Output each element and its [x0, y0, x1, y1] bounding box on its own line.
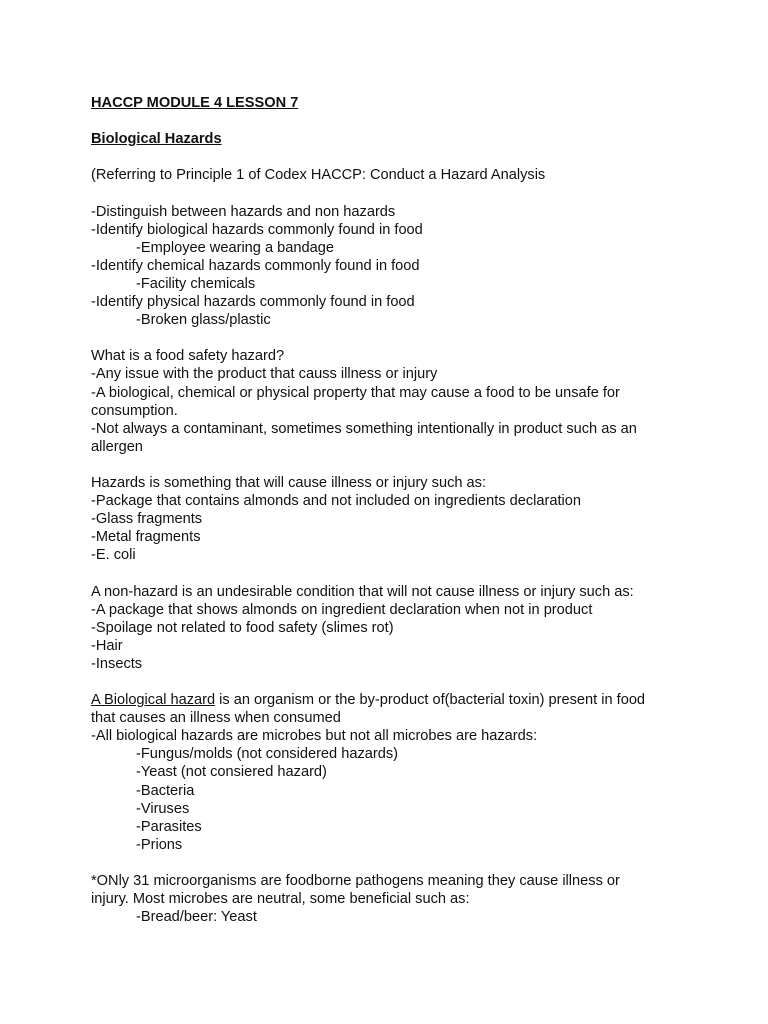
- hazard-item: -Package that contains almonds and not included on ingredients declaration: [91, 493, 582, 510]
- objective-item: -Identify chemical hazards commonly found in food: [91, 257, 420, 274]
- note-line: injury. Most microbes are neutral, some beneficial such as:: [91, 891, 470, 908]
- microbe-item: -Prions: [136, 836, 183, 853]
- biological-definition-text: is an organism or the by-product of(bacterial toxin) present in food: [215, 692, 646, 709]
- definition-line: consumption.: [91, 402, 178, 419]
- definition-line: -Any issue with the product that causs illness or injury: [91, 366, 438, 383]
- definition-line: -A biological, chemical or physical property that may cause a food to be unsafe for: [91, 384, 620, 401]
- objective-subitem: -Facility chemicals: [136, 275, 256, 292]
- spacer: [91, 673, 708, 691]
- non-hazard-item: -Spoilage not related to food safety (slimes rot): [91, 619, 394, 636]
- definition-line: allergen: [91, 438, 143, 455]
- spacer: [91, 112, 708, 130]
- spacer: [91, 329, 708, 347]
- biological-statement: -All biological hazards are microbes but not all microbes are hazards:: [91, 728, 538, 745]
- spacer: [91, 854, 708, 872]
- spacer: [91, 564, 708, 582]
- objective-item: -Distinguish between hazards and non hazards: [91, 203, 396, 220]
- definition-line: -Not always a contaminant, sometimes something intentionally in product such as an: [91, 420, 637, 437]
- objective-item: -Identify biological hazards commonly found in food: [91, 221, 423, 238]
- non-hazards-intro: A non-hazard is an undesirable condition that will not cause illness or injury such as:: [91, 583, 634, 600]
- microbe-item: -Fungus/molds (not considered hazards): [136, 746, 399, 763]
- microbe-item: -Yeast (not consiered hazard): [136, 764, 327, 781]
- biological-hazard-term: A Biological hazard: [91, 692, 216, 709]
- intro-text: (Referring to Principle 1 of Codex HACCP: Conduct a Hazard Analysis: [91, 167, 546, 184]
- hazard-item: -Metal fragments: [91, 529, 201, 546]
- microbe-item: -Viruses: [136, 800, 190, 817]
- hazards-intro: Hazards is something that will cause illness or injury such as:: [91, 474, 487, 491]
- biological-definition-cont: that causes an illness when consumed: [91, 710, 341, 727]
- microbe-item: -Bacteria: [136, 782, 195, 799]
- biological-definition: [91, 691, 708, 709]
- note-line: *ONly 31 microorganisms are foodborne pathogens meaning they cause illness or: [91, 873, 620, 890]
- non-hazard-item: -Insects: [91, 655, 143, 672]
- microbe-item: -Parasites: [136, 818, 202, 835]
- section-heading: Biological Hazards: [91, 131, 222, 148]
- objective-item: -Identify physical hazards commonly found in food: [91, 294, 415, 311]
- hazard-item: -E. coli: [91, 547, 136, 564]
- spacer: [91, 184, 708, 202]
- non-hazard-item: -Hair: [91, 637, 123, 654]
- objective-subitem: -Employee wearing a bandage: [136, 239, 334, 256]
- question-text: What is a food safety hazard?: [91, 348, 285, 365]
- spacer: [91, 148, 708, 166]
- objective-subitem: -Broken glass/plastic: [136, 312, 271, 329]
- non-hazard-item: -A package that shows almonds on ingredient declaration when not in product: [91, 601, 593, 618]
- hazard-item: -Glass fragments: [91, 511, 203, 528]
- document-title: HACCP MODULE 4 LESSON 7: [91, 95, 299, 111]
- note-example: -Bread/beer: Yeast: [136, 909, 257, 926]
- spacer: [91, 456, 708, 474]
